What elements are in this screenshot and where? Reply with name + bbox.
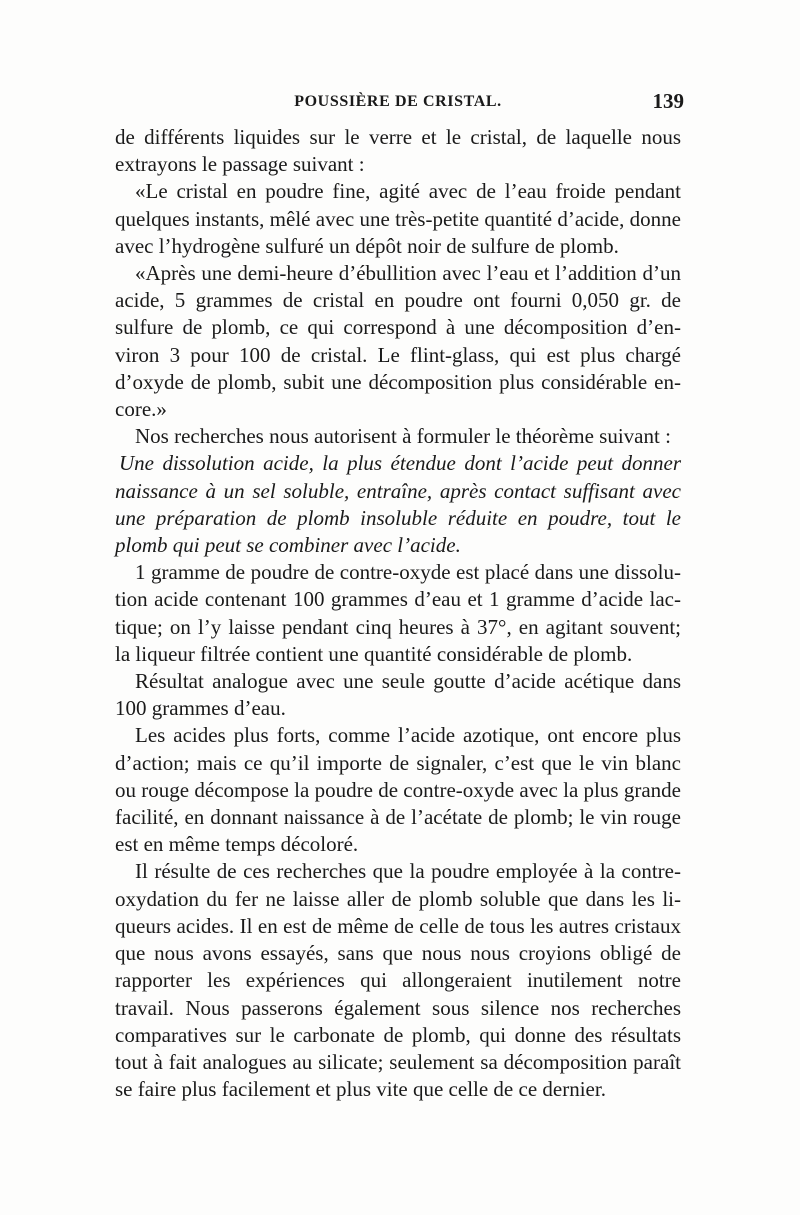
- paragraph-continuation: de différents liquides sur le verre et le cristal, de laquelle nous extrayons le passage suivant :: [115, 125, 681, 177]
- paragraph-strong-acids: Les acides plus forts, comme l’acide azotique, ont encore plus d’action; mais ce qu’il importe de signaler, c’est que le vin blanc ou rouge décompose la poudre de contre-oxyde avec la plus grande facilité, en donnant naissance à de l’acétate de plomb; le vin rouge est en même temps décoloré.: [115, 723, 681, 857]
- running-head: [112, 89, 684, 115]
- paragraph-conclusion: Il résulte de ces recherches que la poudre employée à la contreoxydation du fer ne laisse aller de plomb soluble que dans les liqueurs acides. Il en est de même de celle de tous les autres cristaux que nous avons essayés, sans que nous nous croyions obligé de rapporter les expériences qui allongeraient inutilement notre travail. Nous passerons également sous silence nos recherches comparatives sur le carbonate de plomb, qui donne des résultats tout à fait analogues au silicate; seulement sa décomposition paraît se faire plus facilement et plus vite que celle de ce dernier.: [115, 859, 681, 1102]
- paragraph-experiment-acetic: Résultat analogue avec une seule goutte d’acide acétique dans 100 grammes d’eau.: [115, 669, 681, 721]
- page-number: 139: [652, 89, 684, 113]
- paragraph-quote-1: «Le cristal en poudre fine, agité avec de l’eau froide pendant quelques instants, mêlé avec une très-petite quantité d’acide, donne avec l’hydrogène sulfuré un dépôt noir de sulfure de plomb.: [115, 179, 681, 258]
- running-title: POUSSIÈRE DE CRISTAL.: [294, 93, 502, 110]
- body-text: [115, 124, 681, 1103]
- paragraph-theorem-intro: Nos recherches nous autorisent à formuler le théorème suivant :: [135, 424, 671, 449]
- paragraph-experiment-lactic: 1 gramme de poudre de contre-oxyde est placé dans une dissolution acide contenant 100 grammes d’eau et 1 gramme d’acide lactique; on l’y laisse pendant cinq heures à 37°, en agitant souvent; la liqueur filtrée contient une quantité considérable de plomb.: [115, 560, 681, 666]
- paragraph-quote-2: «Après une demi-heure d’ébullition avec l’eau et l’addition d’un acide, 5 grammes de cristal en poudre ont fourni 0,050 gr. de sulfure de plomb, ce qui correspond à une décomposition d’environ 3 pour 100 de cristal. Le flint-glass, qui est plus chargé d’oxyde de plomb, subit une décomposition plus considérable encore.»: [115, 261, 681, 422]
- paragraph-theorem: Une dissolution acide, la plus étendue dont l’acide peut donner naissance à un sel soluble, entraîne, après contact suffisant avec une préparation de plomb insoluble réduite en poudre, tout le plomb qui peut se combiner avec l’acide.: [115, 451, 681, 558]
